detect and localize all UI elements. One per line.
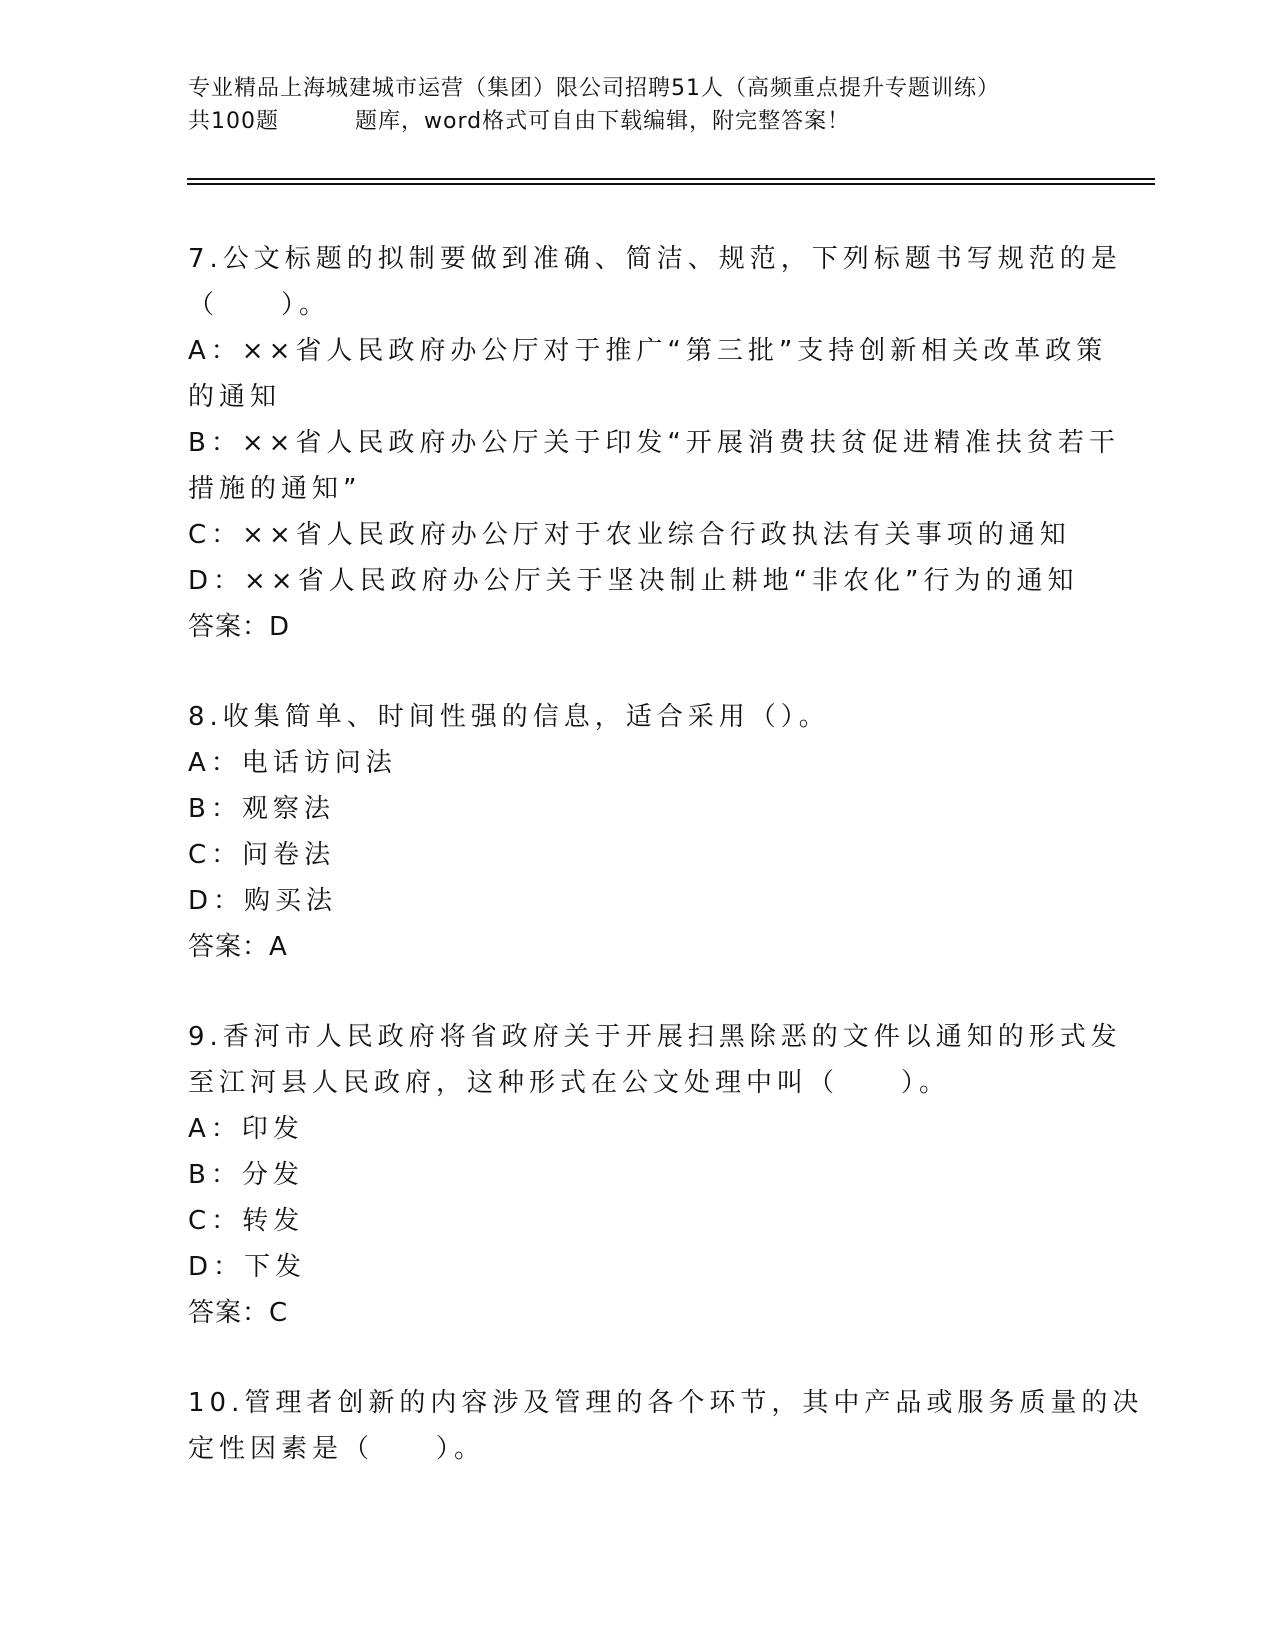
option-a-line: 的通知 — [188, 382, 282, 412]
option-b-line: B：分发 — [188, 1160, 304, 1190]
question-stem-line: 至江河县人民政府，这种形式在公文处理中叫（ ）。 — [188, 1068, 951, 1098]
document-header — [188, 72, 1088, 138]
header-count: 共100题 — [188, 109, 279, 134]
question-stem-line: 7.公文标题的拟制要做到准确、简洁、规范，下列标题书写规范的是 — [188, 244, 1122, 274]
question-10 — [188, 1380, 1144, 1472]
header-subtitle-line — [188, 105, 1088, 138]
question-stem-line: 10.管理者创新的内容涉及管理的各个环节，其中产品或服务质量的决 — [188, 1388, 1144, 1418]
option-d-line: D：购买法 — [188, 886, 338, 916]
question-7 — [188, 236, 1122, 650]
option-c-line: C：问卷法 — [188, 840, 336, 870]
question-stem-line: 8.收集简单、时间性强的信息，适合采用（）。 — [188, 702, 830, 732]
option-d-line: D：××省人民政府办公厅关于坚决制止耕地“非农化”行为的通知 — [188, 566, 1079, 596]
answer-label: 答案：D — [188, 612, 291, 642]
option-d-line: D：下发 — [188, 1252, 307, 1282]
question-stem-line: （ ）。 — [188, 290, 331, 320]
answer-label: 答案：A — [188, 932, 288, 962]
option-b-line: B：观察法 — [188, 794, 335, 824]
question-list — [188, 236, 1144, 1472]
option-a-line: A：印发 — [188, 1114, 304, 1144]
header-description: 题库，word格式可自由下载编辑，附完整答案！ — [355, 109, 851, 134]
option-c-line: C：××省人民政府办公厅对于农业综合行政执法有关事项的通知 — [188, 520, 1071, 550]
question-stem-line: 9.香河市人民政府将省政府关于开展扫黑除恶的文件以通知的形式发 — [188, 1022, 1122, 1052]
option-c-line: C：转发 — [188, 1206, 305, 1236]
header-divider-top — [187, 178, 1155, 180]
option-b-line: 措施的通知” — [188, 474, 362, 504]
option-a-line: A：电话访问法 — [188, 748, 397, 778]
option-a-line: A：××省人民政府办公厅对于推广“第三批”支持创新相关改革政策 — [188, 336, 1108, 366]
answer-label: 答案：C — [188, 1298, 289, 1328]
option-b-line: B：××省人民政府办公厅关于印发“开展消费扶贫促进精准扶贫若干 — [188, 428, 1120, 458]
question-9 — [188, 1014, 1122, 1336]
header-divider-bottom — [187, 183, 1155, 185]
question-8 — [188, 694, 1088, 970]
header-title-line: 专业精品上海城建城市运营（集团）限公司招聘51人（高频重点提升专题训练） — [188, 76, 1000, 101]
question-stem-line: 定性因素是（ ）。 — [188, 1434, 486, 1464]
